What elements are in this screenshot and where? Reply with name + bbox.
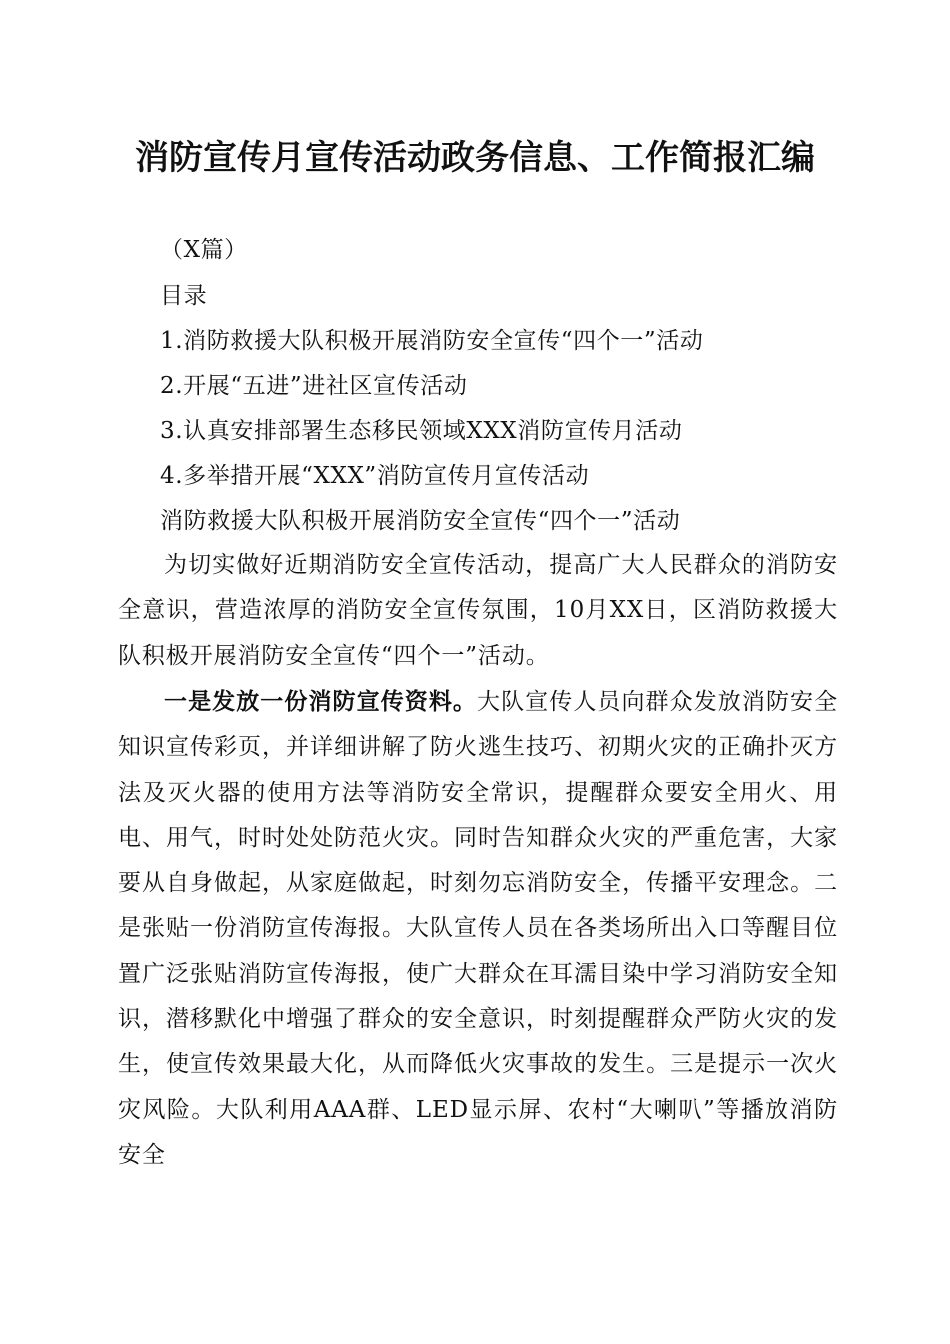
count-note: （X篇）: [160, 237, 248, 263]
article-paragraph-1: [118, 679, 838, 1178]
article-heading: 消防救援大队积极开展消防安全宣传“四个一”活动: [160, 508, 681, 534]
toc-item-1: 1.消防救援大队积极开展消防安全宣传“四个一”活动: [160, 328, 704, 354]
toc-item-4: 4.多举措开展“XXX”消防宣传月宣传活动: [160, 463, 590, 489]
document-title: 消防宣传月宣传活动政务信息、工作简报汇编: [135, 138, 815, 178]
toc-item-3: 3.认真安排部署生态移民领域XXX消防宣传月活动: [160, 418, 683, 444]
paragraph-lead: 一是发放一份消防宣传资料。: [164, 688, 478, 715]
toc-heading: 目录: [160, 283, 208, 309]
paragraph-body: 大队宣传人员向群众发放消防安全知识宣传彩页，并详细讲解了防火逃生技巧、初期火灾的正确扑灭方法及灭火器的使用方法等消防安全常识，提醒群众要安全用火、用电、用气，时时处处防范火灾。同时告知群众火灾的严重危害，大家要从自身做起，从家庭做起，时刻勿忘消防安全，传播平安理念。二是张贴一份消防宣传海报。大队宣传人员在各类场所出入口等醒目位置广泛张贴消防宣传海报，使广大群众在耳濡目染中学习消防安全知识，潜移默化中增强了群众的安全意识，时刻提醒群众严防火灾的发生，使宣传效果最大化，从而降低火灾事故的发生。三是提示一次火灾风险。大队利用AAA群、LED显示屏、农村“大喇叭”等播放消防安全: [118, 689, 839, 1168]
article-intro-paragraph: 为切实做好近期消防安全宣传活动，提高广大人民群众的消防安全意识，营造浓厚的消防安全宣传氛围，10月XX日，区消防救援大队积极开展消防安全宣传“四个一”活动。: [118, 552, 838, 669]
toc-item-2: 2.开展“五进”进社区宣传活动: [160, 373, 468, 399]
